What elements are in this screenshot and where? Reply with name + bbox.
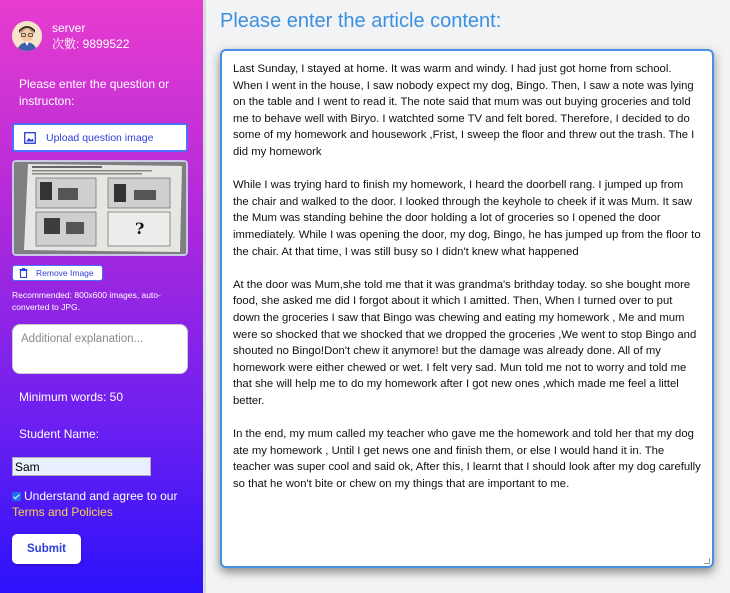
divider [203, 0, 206, 593]
question-image-preview [12, 160, 188, 256]
agree-checkbox[interactable] [12, 492, 21, 501]
trash-icon [19, 268, 28, 278]
remove-image-label: Remove Image [36, 268, 94, 278]
article-paragraph: At the door was Mum,she told me that it was grandma's brithday today. so she bought more food, she asked me did I forgot about it which I amitted. Then, When I turned over to put down the groceries I saw that Bingo was chewing and eating my homework , Me and mum were so shocked that we shocked that we dropped the groceries ,We went to stop Bingo and shouted no Bingo!Don't chew it anymore! but the damage was already done. All of my homework were either chewed or wet. I felt very sad. Mun told me not to worry and told me that she will help me to do my homework after I got new ones ,which made me feel a littel better. [233, 278, 697, 407]
student-name-input[interactable] [12, 457, 151, 476]
avatar [12, 21, 42, 51]
agreement [12, 488, 197, 520]
terms-link[interactable]: Terms and Policies [12, 505, 113, 519]
image-recommendation: Recommended: 800x600 images, auto-converted to JPG. [12, 290, 161, 312]
user-name: server [52, 21, 86, 35]
article-paragraph: In the end, my mum called my teacher who gave me the homework and told her that my dog ate my homework , Until I get news one and finish them, or else I would hand it in. The teacher was super cool and said ok, After this, I learnt that I should look after my dog carefully so that he won't bite or chew on my things that are important to me. [233, 428, 701, 490]
page-title: Please enter the article content: [220, 10, 502, 32]
submit-button[interactable]: Submit [12, 534, 81, 564]
minimum-words: Minimum words: 50 [19, 390, 124, 404]
agree-text: Understand and agree to our [24, 489, 178, 503]
usage-count: 次數: 9899522 [52, 37, 130, 51]
article-paragraph: While I was trying hard to finish my homework, I heard the doorbell rang. I jumped up from the chair and walked to the door. I looked through the keyhole to cheek if it was Mum. It saw the Mum was standing behine the door holding a lot of groceries so I opened the door immediately. While I was opening the door, my dog, Bingo, he has jumped up from the floor to the chair. At that time, I was still busy so I didn't knew what happened [233, 179, 701, 258]
question-prompt: Please enter the question or instructon: [19, 77, 170, 108]
article-input[interactable] [220, 49, 714, 568]
user-info [12, 20, 129, 52]
sidebar [0, 0, 203, 593]
upload-image-button[interactable] [12, 123, 188, 152]
remove-image-button[interactable] [12, 265, 103, 281]
article-paragraph: Last Sunday, I stayed at home. It was warm and windy. I had just got home from school. When I went in the house, I saw nobody expect my dog, Bingo. Then, I saw a note was lying on the table and I went to read it. The note said that mum was out buying groceries and told me to behave well with Biryo. I watchted some TV and felt bored. Therefore, I decided to do some of my homework and housework ,Frist, I sweep the floor and threw out the trash. The I did my homework [233, 63, 695, 158]
image-icon [24, 132, 36, 144]
svg-text:?: ? [135, 219, 145, 238]
additional-explanation-input[interactable] [12, 324, 188, 374]
student-name-label: Student Name: [19, 427, 100, 441]
upload-image-label: Upload question image [46, 131, 154, 144]
resize-handle[interactable] [704, 558, 710, 564]
